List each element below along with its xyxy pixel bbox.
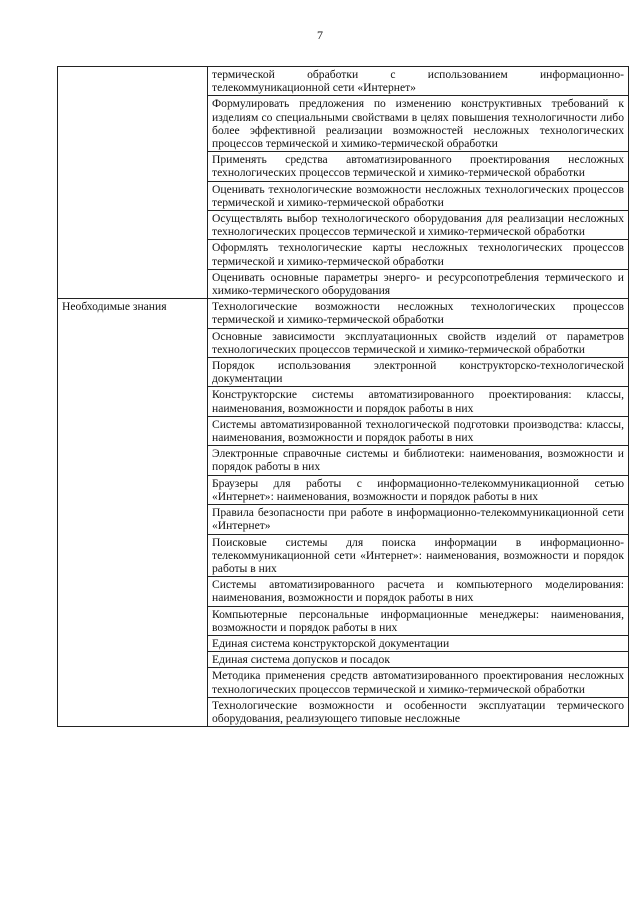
skill-cell: Формулировать предложения по изменению конструктивных требований к изделиям со специальными свойствами в целях повышения технологичности либо более эффективной реализации возможностей несложных технологических процессов термической и химико-термической обработки — [208, 96, 629, 152]
knowledge-cell: Электронные справочные системы и библиотеки: наименования, возможности и порядок работы в них — [208, 446, 629, 475]
knowledge-cell: Браузеры для работы с информационно-телекоммуникационной сетью «Интернет»: наименования, возможности и порядок работы в них — [208, 475, 629, 504]
skill-cell: Оценивать технологические возможности несложных технологических процессов термической и химико-термической обработки — [208, 181, 629, 210]
skill-cell: Оформлять технологические карты несложных технологических процессов термической и химико-термической обработки — [208, 240, 629, 269]
knowledge-cell: Методика применения средств автоматизированного проектирования несложных технологических процессов термической и химико-термической обработки — [208, 668, 629, 697]
skill-cell: Применять средства автоматизированного проектирования несложных технологических процессов термической и химико-термической обработки — [208, 152, 629, 181]
knowledge-cell: Технологические возможности и особенности эксплуатации термического оборудования, реализующего типовые несложные — [208, 697, 629, 726]
skill-cell: Оценивать основные параметры энерго- и ресурсопотребления термического и химико-термического оборудования — [208, 269, 629, 298]
competency-table — [57, 66, 629, 727]
skills-label-cell — [58, 67, 208, 299]
knowledge-cell: Компьютерные персональные информационные менеджеры: наименования, возможности и порядок работы в них — [208, 606, 629, 635]
knowledge-cell: Единая система конструкторской документации — [208, 635, 629, 651]
knowledge-label: Необходимые знания — [58, 299, 208, 727]
knowledge-cell: Системы автоматизированного расчета и компьютерного моделирования: наименования, возможности и порядок работы в них — [208, 577, 629, 606]
knowledge-cell: Системы автоматизированной технологической подготовки производства: классы, наименования, возможности и порядок работы в них — [208, 416, 629, 445]
knowledge-cell: Конструкторские системы автоматизированного проектирования: классы, наименования, возможности и порядок работы в них — [208, 387, 629, 416]
table-row — [58, 67, 629, 96]
table-row — [58, 299, 629, 328]
knowledge-cell: Поисковые системы для поиска информации в информационно-телекоммуникационной сети «Интернет»: наименования, возможности и порядок работы в них — [208, 534, 629, 577]
knowledge-cell: Технологические возможности несложных технологических процессов термической и химико-термической обработки — [208, 299, 629, 328]
page-number: 7 — [317, 28, 323, 42]
skill-cell: термической обработки с использованием информационно-телекоммуникационной сети «Интернет» — [208, 67, 629, 96]
knowledge-cell: Порядок использования электронной конструкторско-технологической документации — [208, 358, 629, 387]
knowledge-cell: Основные зависимости эксплуатационных свойств изделий от параметров технологических процессов термической и химико-термической обработки — [208, 328, 629, 357]
knowledge-cell: Правила безопасности при работе в информационно-телекоммуникационной сети «Интернет» — [208, 505, 629, 534]
skill-cell: Осуществлять выбор технологического оборудования для реализации несложных технологических процессов термической и химико-термической обработки — [208, 211, 629, 240]
knowledge-cell: Единая система допусков и посадок — [208, 652, 629, 668]
